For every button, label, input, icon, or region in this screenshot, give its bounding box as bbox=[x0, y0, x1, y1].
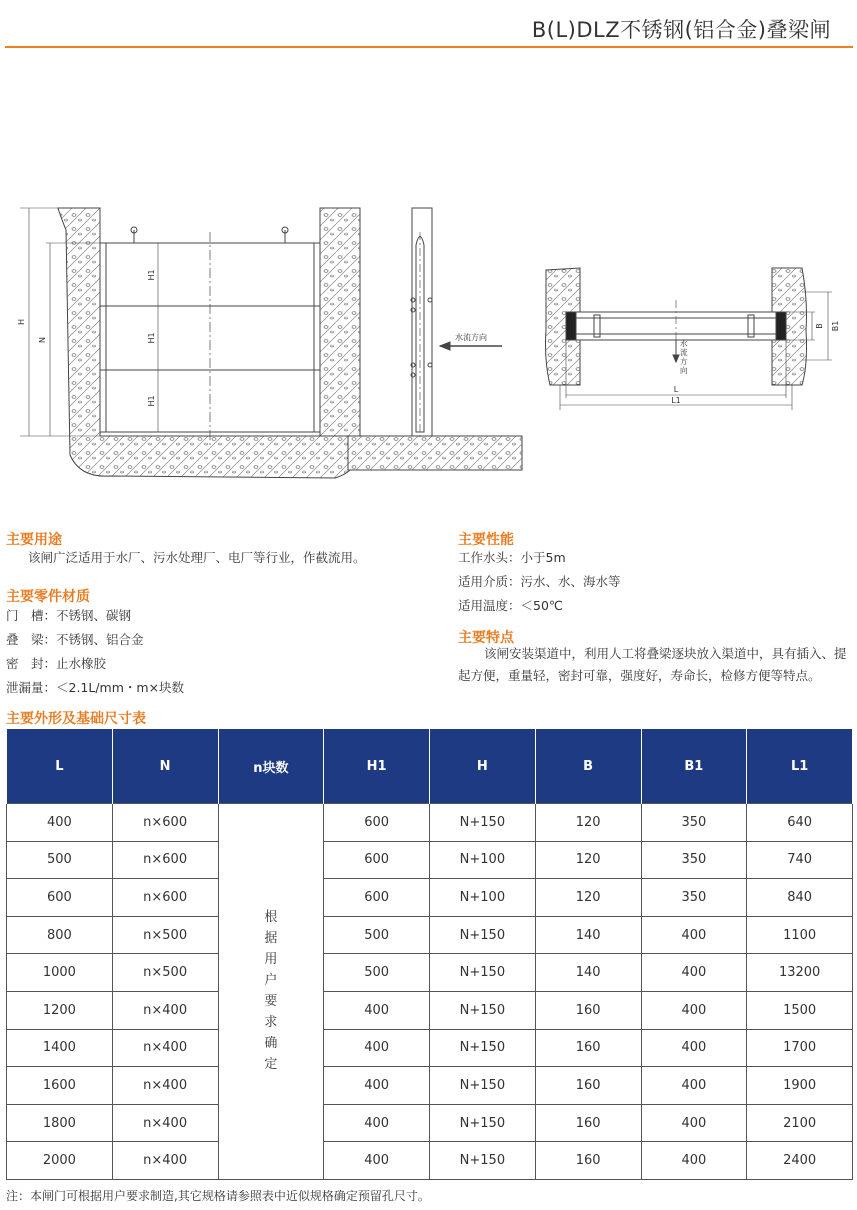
flow-direction-label-side: 水流方向 bbox=[455, 333, 487, 342]
materials-item: 密 封：止水橡胶 bbox=[6, 656, 107, 671]
materials-item: 门 槽：不锈钢、碳钢 bbox=[6, 608, 132, 623]
usage-heading: 主要用途 bbox=[6, 532, 62, 548]
table-cell: 160 bbox=[535, 1104, 641, 1142]
plan-view bbox=[546, 268, 833, 410]
table-cell: 1400 bbox=[7, 1029, 113, 1067]
table-cell: 840 bbox=[747, 879, 853, 917]
table-header-row bbox=[7, 729, 853, 804]
table-cell: 500 bbox=[7, 841, 113, 879]
table-body bbox=[7, 804, 853, 1180]
table-cell: n×500 bbox=[112, 954, 218, 992]
side-view bbox=[348, 208, 522, 470]
dim-label-H: H bbox=[17, 318, 26, 326]
dim-label-H1-bottom: H1 bbox=[147, 395, 156, 407]
table-cell: 120 bbox=[535, 804, 641, 842]
features-text: 该闸安装渠道中，利用人工将叠梁逐块放入渠道中，具有插入、提起方便，重量轻，密封可靠，强度好，寿命长，检修方便等特点。 bbox=[458, 646, 847, 683]
table-cell: 740 bbox=[747, 841, 853, 879]
table-cell: 1700 bbox=[747, 1029, 853, 1067]
table-cell: 1200 bbox=[7, 991, 113, 1029]
table-cell: N+100 bbox=[430, 841, 536, 879]
table-cell: n×400 bbox=[112, 1067, 218, 1105]
dim-label-L: L bbox=[673, 385, 679, 394]
table-cell: 640 bbox=[747, 804, 853, 842]
table-cell: 400 bbox=[641, 1142, 747, 1180]
title-divider bbox=[5, 46, 853, 48]
right-wall bbox=[320, 208, 360, 436]
table-cell: 600 bbox=[7, 879, 113, 917]
table-cell: N+150 bbox=[430, 1029, 536, 1067]
merged-cell-n-blocks bbox=[218, 804, 324, 1180]
table-row bbox=[7, 1104, 853, 1142]
table-cell: n×600 bbox=[112, 841, 218, 879]
table-cell: 350 bbox=[641, 841, 747, 879]
table-cell: 400 bbox=[641, 991, 747, 1029]
table-cell: 400 bbox=[641, 1067, 747, 1105]
materials-heading: 主要零件材质 bbox=[6, 589, 90, 605]
dim-label-L1: L1 bbox=[671, 396, 681, 405]
table-cell: 400 bbox=[7, 804, 113, 842]
table-cell: n×400 bbox=[112, 1104, 218, 1142]
table-cell: 400 bbox=[641, 954, 747, 992]
column-header-N: N bbox=[112, 729, 218, 804]
column-header-H: H bbox=[430, 729, 536, 804]
table-cell: 400 bbox=[324, 1067, 430, 1105]
table-cell: 160 bbox=[535, 1029, 641, 1067]
table-cell: 600 bbox=[324, 879, 430, 917]
performance-item: 适用介质：污水、水、海水等 bbox=[458, 574, 621, 589]
technical-drawing bbox=[0, 190, 857, 490]
table-cell: 500 bbox=[324, 954, 430, 992]
flow-direction-label-plan: 水流方向 bbox=[680, 339, 688, 375]
table-cell: 160 bbox=[535, 1142, 641, 1180]
table-cell: 2100 bbox=[747, 1104, 853, 1142]
table-row bbox=[7, 841, 853, 879]
table-cell: 140 bbox=[535, 916, 641, 954]
table-cell: 400 bbox=[641, 1029, 747, 1067]
table-cell: N+150 bbox=[430, 1067, 536, 1105]
table-row bbox=[7, 1142, 853, 1180]
table-cell: 1000 bbox=[7, 954, 113, 992]
performance-heading: 主要性能 bbox=[458, 532, 514, 548]
table-cell: 1100 bbox=[747, 916, 853, 954]
table-cell: 350 bbox=[641, 879, 747, 917]
usage-text: 该闸广泛适用于水厂、污水处理厂、电厂等行业，作截流用。 bbox=[28, 550, 366, 565]
table-cell: N+150 bbox=[430, 954, 536, 992]
table-row bbox=[7, 1029, 853, 1067]
materials-item: 泄漏量：＜2.1L/mm・m×块数 bbox=[6, 680, 185, 695]
table-cell: 1900 bbox=[747, 1067, 853, 1105]
table-cell: n×600 bbox=[112, 804, 218, 842]
table-cell: N+150 bbox=[430, 1142, 536, 1180]
dim-label-H1-middle: H1 bbox=[147, 332, 156, 344]
table-cell: 400 bbox=[324, 991, 430, 1029]
table-cell: n×400 bbox=[112, 991, 218, 1029]
dim-label-N: N bbox=[38, 337, 47, 343]
table-cell: N+150 bbox=[430, 916, 536, 954]
table-cell: 1600 bbox=[7, 1067, 113, 1105]
merged-cell-text: 根据用户要求确定 bbox=[264, 910, 278, 1073]
table-row bbox=[7, 879, 853, 917]
table-cell: 160 bbox=[535, 1067, 641, 1105]
footnote: 注：本闸门可根据用户要求制造,其它规格请参照表中近似规格确定预留孔尺寸。 bbox=[6, 1189, 430, 1203]
features-heading: 主要特点 bbox=[458, 630, 514, 646]
table-cell: 140 bbox=[535, 954, 641, 992]
table-cell: 13200 bbox=[747, 954, 853, 992]
table-row bbox=[7, 1067, 853, 1105]
column-header-L1: L1 bbox=[747, 729, 853, 804]
front-view bbox=[20, 208, 360, 478]
dim-label-B1: B1 bbox=[831, 320, 840, 332]
table-cell: 400 bbox=[324, 1029, 430, 1067]
column-header-B1: B1 bbox=[641, 729, 747, 804]
table-cell: 160 bbox=[535, 991, 641, 1029]
table-cell: 400 bbox=[324, 1104, 430, 1142]
table-cell: n×500 bbox=[112, 916, 218, 954]
table-cell: 350 bbox=[641, 804, 747, 842]
table-cell: N+150 bbox=[430, 991, 536, 1029]
table-cell: 400 bbox=[641, 1104, 747, 1142]
table-row bbox=[7, 804, 853, 842]
table-row bbox=[7, 954, 853, 992]
column-header-H1: H1 bbox=[324, 729, 430, 804]
column-header-n-blocks: n块数 bbox=[218, 729, 324, 804]
table-cell: N+100 bbox=[430, 879, 536, 917]
performance-item: 工作水头：小于5m bbox=[458, 550, 566, 565]
table-cell: 1800 bbox=[7, 1104, 113, 1142]
dimension-table bbox=[6, 729, 853, 1180]
table-cell: 1500 bbox=[747, 991, 853, 1029]
table-cell: 800 bbox=[7, 916, 113, 954]
performance-item: 适用温度：＜50℃ bbox=[458, 598, 563, 613]
column-header-B: B bbox=[535, 729, 641, 804]
column-header-L: L bbox=[7, 729, 113, 804]
table-cell: 120 bbox=[535, 879, 641, 917]
table-cell: 500 bbox=[324, 916, 430, 954]
table-cell: n×400 bbox=[112, 1029, 218, 1067]
table-cell: n×600 bbox=[112, 879, 218, 917]
page-title: B(L)DLZ不锈钢(铝合金)叠梁闸 bbox=[531, 18, 831, 42]
table-cell: N+150 bbox=[430, 804, 536, 842]
materials-item: 叠 梁：不锈钢、铝合金 bbox=[6, 632, 144, 647]
dim-label-B: B bbox=[815, 323, 824, 329]
table-cell: n×400 bbox=[112, 1142, 218, 1180]
table-cell: 2400 bbox=[747, 1142, 853, 1180]
table-cell: 600 bbox=[324, 804, 430, 842]
table-heading: 主要外形及基础尺寸表 bbox=[6, 711, 146, 727]
table-cell: 120 bbox=[535, 841, 641, 879]
table-cell: N+150 bbox=[430, 1104, 536, 1142]
table-cell: 600 bbox=[324, 841, 430, 879]
dim-label-H1-top: H1 bbox=[147, 269, 156, 281]
table-cell: 400 bbox=[641, 916, 747, 954]
table-row bbox=[7, 991, 853, 1029]
table-cell: 2000 bbox=[7, 1142, 113, 1180]
table-row bbox=[7, 916, 853, 954]
table-cell: 400 bbox=[324, 1142, 430, 1180]
